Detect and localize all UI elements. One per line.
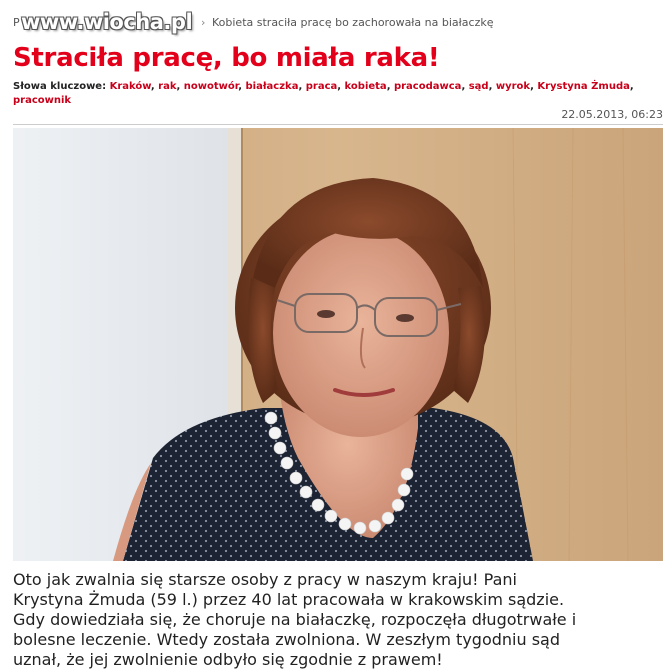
keyword-link[interactable]: pracownik (13, 95, 72, 106)
keyword-separator: , (337, 81, 345, 92)
keyword-link[interactable]: nowotwór (183, 81, 239, 92)
keyword-link[interactable]: sąd (468, 81, 489, 92)
keyword-separator: , (298, 81, 306, 92)
keyword-separator: , (176, 81, 184, 92)
keyword-separator: , (629, 81, 634, 92)
article-title: Straciła pracę, bo miała raka! (13, 43, 440, 73)
keyword-link[interactable]: białaczka (245, 81, 299, 92)
keywords-label: Słowa kluczowe: (13, 81, 107, 92)
breadcrumb-separator: › (201, 16, 206, 29)
keyword-link[interactable]: Kraków (109, 81, 151, 92)
keyword-separator: , (461, 81, 469, 92)
caption-line: bolesne leczenie. Wtedy została zwolniona. W zeszłym tygodniu sąd (13, 630, 560, 649)
keyword-link[interactable]: kobieta (344, 81, 387, 92)
keyword-separator: , (488, 81, 496, 92)
keyword-separator: , (530, 81, 538, 92)
keywords-list (13, 80, 663, 108)
keyword-link[interactable]: pracodawca (393, 81, 462, 92)
caption-line: uznał, że jej zwolnienie odbyło się zgodnie z prawem! (13, 650, 443, 669)
caption-line: Gdy dowiedziała się, że choruje na białaczkę, rozpoczęła długotrwałe i (13, 610, 577, 629)
caption-line: Krystyna Żmuda (59 l.) przez 40 lat pracowała w krakowskim sądzie. (13, 590, 565, 609)
keyword-link[interactable]: Krystyna Żmuda (537, 81, 630, 92)
portrait-photo-icon (13, 128, 663, 561)
keyword-link[interactable]: wyrok (495, 81, 531, 92)
publish-date: 22.05.2013, 06:23 (561, 108, 663, 121)
breadcrumb-home-link[interactable]: P (13, 16, 20, 29)
date-bar (13, 108, 663, 125)
keyword-separator: , (238, 81, 246, 92)
site-watermark: www.wiocha.pl (21, 10, 193, 34)
keyword-separator: , (386, 81, 394, 92)
caption-line: Oto jak zwalnia się starsze osoby z pracy w naszym kraju! Pani (13, 570, 517, 589)
article-photo (13, 128, 663, 561)
keyword-link[interactable]: praca (305, 81, 338, 92)
keyword-link[interactable]: rak (158, 81, 177, 92)
keyword-separator: , (150, 81, 159, 92)
breadcrumb-current: Kobieta straciła pracę bo zachorowała na białaczkę (212, 16, 494, 29)
article-caption (13, 570, 669, 670)
